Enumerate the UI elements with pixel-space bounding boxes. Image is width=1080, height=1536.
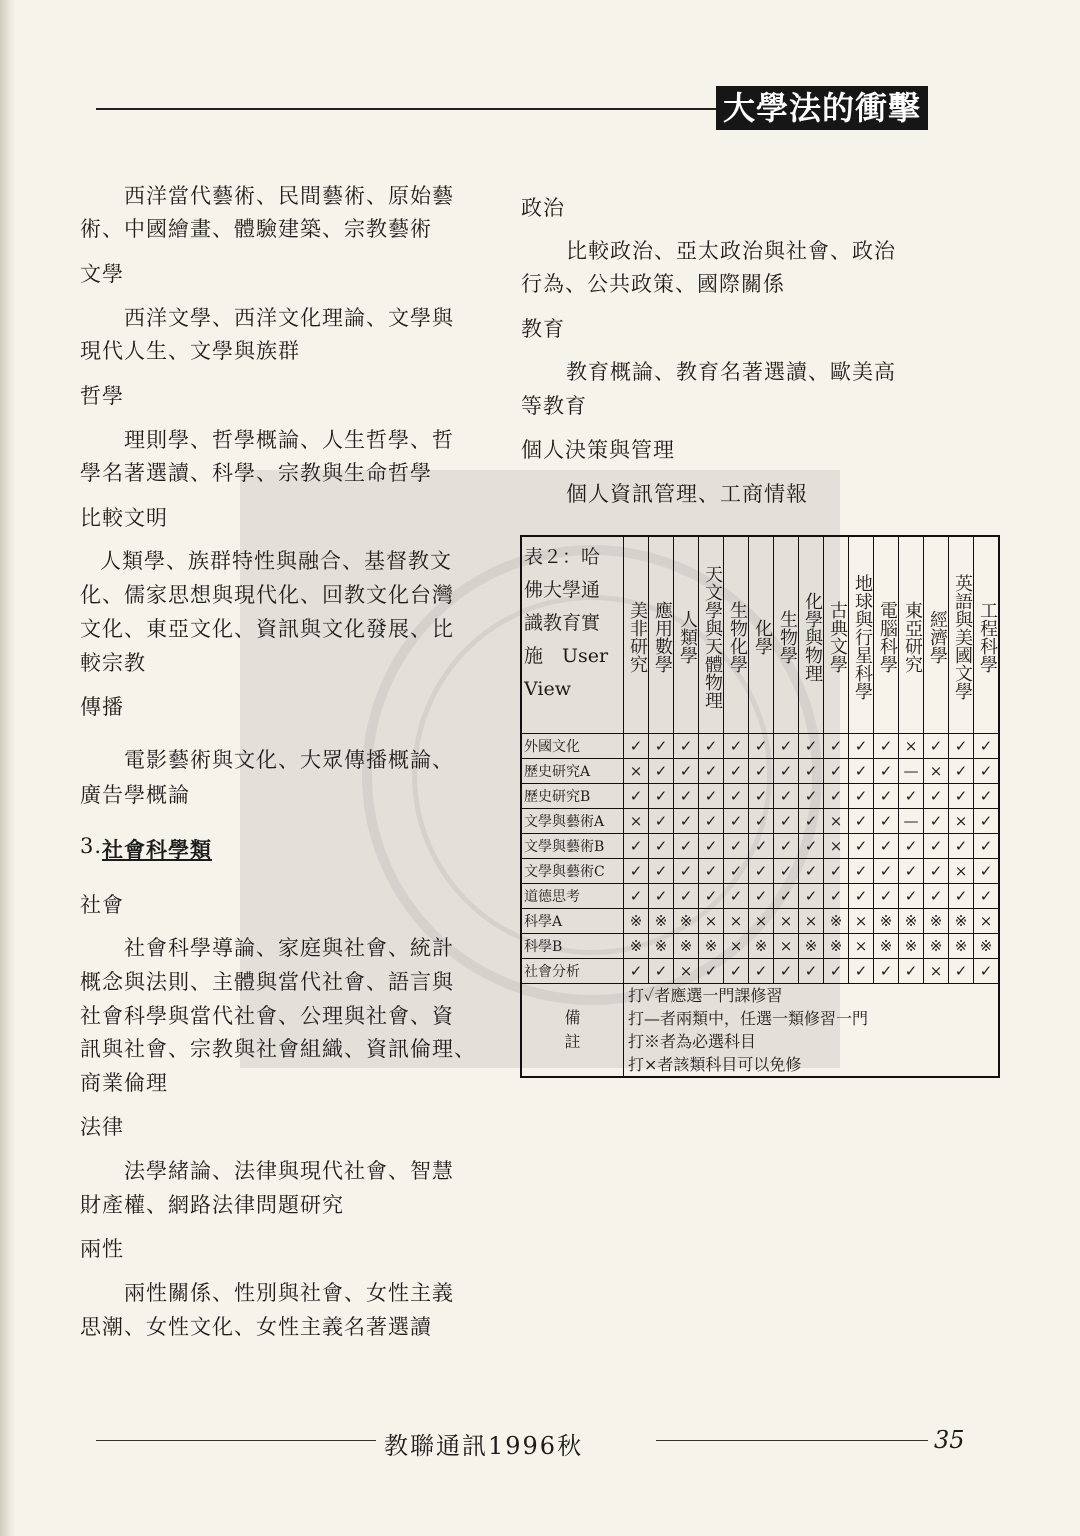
table-cell-mark: ✓ [899, 859, 924, 884]
column-header: 天文學與天體物理 [699, 536, 724, 734]
table-title-line: 佛大學通 [524, 579, 601, 601]
table-cell-mark: ✓ [974, 734, 1000, 759]
page-spine-shadow [0, 0, 16, 1536]
table-row [521, 934, 999, 959]
table-header-row [521, 536, 999, 734]
table-cell-mark: × [674, 959, 699, 984]
table-cell-mark: ✓ [774, 834, 799, 859]
column-header: 電腦科學 [874, 536, 899, 734]
subject-heading: 哲學 [80, 384, 124, 408]
table-cell-mark: × [974, 909, 1000, 934]
table-cell-mark: ✓ [874, 809, 899, 834]
table-row [521, 834, 999, 859]
table-cell-mark: × [899, 734, 924, 759]
table-cell-mark: × [624, 759, 649, 784]
table-cell-mark: × [724, 934, 749, 959]
table-cell-mark: ✓ [624, 884, 649, 909]
table-cell-mark: ✓ [674, 884, 699, 909]
body-line: 商業倫理 [80, 1071, 168, 1095]
table-cell-mark: ✓ [824, 959, 849, 984]
body-line: 社會科學與當代社會、公理與社會、資 [80, 1004, 454, 1028]
body-line: 個人資訊管理、工商情報 [566, 482, 808, 506]
harvard-gened-table [520, 535, 1000, 1078]
table-title-line: 施 User [524, 645, 609, 667]
table-cell-mark: ✓ [674, 859, 699, 884]
table-cell-mark: ✓ [624, 834, 649, 859]
table-cell-mark: × [724, 909, 749, 934]
table-cell-mark: ✓ [674, 784, 699, 809]
table-cell-mark: ✓ [749, 784, 774, 809]
table-cell-mark: ✓ [924, 859, 949, 884]
table-cell-mark: ✓ [799, 884, 824, 909]
table-cell-mark: ✓ [899, 959, 924, 984]
table-cell-mark: ✓ [824, 884, 849, 909]
table-cell-mark: ✓ [824, 759, 849, 784]
table-cell-mark: ✓ [774, 884, 799, 909]
table-cell-mark: ✓ [699, 884, 724, 909]
body-line: 人類學、族群特性與融合、基督教文 [100, 549, 452, 573]
body-line: 西洋文學、西洋文化理論、文學與 [124, 306, 454, 330]
subject-heading: 教育 [521, 317, 565, 341]
page-number: 35 [934, 1426, 965, 1454]
table-cell-mark: ※ [799, 934, 824, 959]
table-cell-mark: ✓ [899, 834, 924, 859]
table-title [521, 536, 624, 734]
body-line: 概念與法則、主體與當代社會、語言與 [80, 970, 454, 994]
table-cell-mark: × [824, 834, 849, 859]
row-label: 歷史研究A [521, 759, 624, 784]
notes-label-char: 註 [564, 1032, 581, 1051]
column-header: 美非研究 [624, 536, 649, 734]
row-label: 外國文化 [521, 734, 624, 759]
table-cell-mark: ✓ [749, 884, 774, 909]
table-cell-mark: ✓ [724, 884, 749, 909]
body-line: 思潮、女性文化、女性主義名著選讀 [80, 1315, 432, 1339]
table-cell-mark: ✓ [924, 734, 949, 759]
subject-heading: 傳播 [80, 695, 124, 719]
table-cell-mark: × [774, 934, 799, 959]
column-header: 應用數學 [649, 536, 674, 734]
table-cell-mark: ✓ [974, 884, 1000, 909]
table-cell-mark: ✓ [874, 959, 899, 984]
table-cell-mark: ✓ [849, 859, 874, 884]
section-title-banner: 大學法的衝擊 [716, 86, 928, 130]
column-header: 化學 [749, 536, 774, 734]
table-cell-mark: ✓ [774, 859, 799, 884]
table-cell-mark: ✓ [849, 959, 874, 984]
table-row [521, 734, 999, 759]
table-cell-mark: × [824, 809, 849, 834]
table-cell-mark: ※ [824, 934, 849, 959]
table-cell-mark: ✓ [799, 859, 824, 884]
table-cell-mark: ※ [674, 909, 699, 934]
column-header: 生物學 [774, 536, 799, 734]
table-cell-mark: ✓ [724, 784, 749, 809]
table-cell-mark: ※ [699, 934, 724, 959]
table-cell-mark: ✓ [649, 884, 674, 909]
table-cell-mark: ✓ [749, 809, 774, 834]
body-line: 廣告學概論 [80, 783, 190, 807]
row-label: 文學與藝術A [521, 809, 624, 834]
body-line: 較宗教 [80, 651, 146, 675]
table-cell-mark: ✓ [724, 734, 749, 759]
table-cell-mark: ✓ [699, 834, 724, 859]
footer-rule-left [96, 1440, 376, 1441]
table-notes-row [521, 984, 999, 1078]
table-row [521, 859, 999, 884]
body-line: 理則學、哲學概論、人生哲學、哲 [124, 428, 454, 452]
notes-label-char: 備 [564, 1008, 581, 1027]
table-cell-mark: ✓ [974, 859, 1000, 884]
table-cell-mark: ✓ [924, 884, 949, 909]
column-header: 英語與美國文學 [949, 536, 974, 734]
note-line: 打×者該類科目可以免修 [628, 1055, 802, 1074]
body-line: 社會科學導論、家庭與社會、統計 [124, 936, 454, 960]
table-cell-mark: ✓ [624, 784, 649, 809]
body-line: 訊與社會、宗教與社會組織、資訊倫理、 [80, 1037, 476, 1061]
table-cell-mark: ✓ [699, 809, 724, 834]
table-cell-mark: × [949, 859, 974, 884]
table-cell-mark: ✓ [699, 959, 724, 984]
table-title-line: 表２：哈 [524, 546, 601, 568]
section-number: 3. [80, 834, 103, 858]
table-cell-mark: ✓ [974, 809, 1000, 834]
row-label: 文學與藝術C [521, 859, 624, 884]
table-cell-mark: ✓ [774, 959, 799, 984]
row-label: 文學與藝術B [521, 834, 624, 859]
table-title-line: View [524, 678, 571, 700]
table-cell-mark: ✓ [649, 959, 674, 984]
body-line: 行為、公共政策、國際關係 [521, 272, 785, 296]
table-cell-mark: ✓ [774, 734, 799, 759]
table-cell-mark: ✓ [974, 959, 1000, 984]
table-cell-mark: ✓ [724, 834, 749, 859]
subject-heading: 政治 [521, 196, 565, 220]
subject-heading: 法律 [80, 1115, 124, 1139]
table-cell-mark: ※ [624, 909, 649, 934]
table-cell-mark: ✓ [874, 834, 899, 859]
table-cell-mark: ✓ [874, 784, 899, 809]
row-label: 科學A [521, 909, 624, 934]
table-cell-mark: ✓ [824, 734, 849, 759]
table-cell-mark: ✓ [874, 734, 899, 759]
table-title-line: 識教育實 [524, 612, 601, 634]
subject-heading: 比較文明 [80, 506, 168, 530]
table-cell-mark: ✓ [849, 809, 874, 834]
table-cell-mark: ※ [924, 934, 949, 959]
table-cell-mark: ✓ [724, 759, 749, 784]
body-line: 教育概論、教育名著選讀、歐美高 [566, 360, 896, 384]
table-body [521, 734, 999, 984]
header-rule [96, 108, 720, 110]
column-header: 經濟學 [924, 536, 949, 734]
table-cell-mark: ✓ [974, 759, 1000, 784]
table-cell-mark: ✓ [799, 759, 824, 784]
table-cell-mark: ※ [974, 934, 1000, 959]
table-cell-mark: ※ [749, 934, 774, 959]
table-row [521, 959, 999, 984]
table-cell-mark: ✓ [749, 734, 774, 759]
table-cell-mark: ✓ [674, 734, 699, 759]
row-label: 科學B [521, 934, 624, 959]
body-line: 等教育 [521, 394, 587, 418]
table-cell-mark: — [899, 759, 924, 784]
table-cell-mark: ✓ [699, 759, 724, 784]
table-cell-mark: ✓ [974, 784, 1000, 809]
table-row [521, 759, 999, 784]
table-cell-mark: ※ [949, 909, 974, 934]
table-cell-mark: ✓ [724, 859, 749, 884]
row-label: 道德思考 [521, 884, 624, 909]
table-cell-mark: ✓ [949, 734, 974, 759]
table-cell-mark: ✓ [924, 809, 949, 834]
table-cell-mark: ✓ [874, 859, 899, 884]
table-cell-mark: ✓ [849, 734, 874, 759]
table-row [521, 784, 999, 809]
table-cell-mark: ✓ [674, 759, 699, 784]
notes-text [624, 984, 1000, 1078]
table-cell-mark: × [699, 909, 724, 934]
table-cell-mark: ✓ [649, 859, 674, 884]
table-cell-mark: ✓ [799, 834, 824, 859]
table-cell-mark: ✓ [849, 884, 874, 909]
column-header: 東亞研究 [899, 536, 924, 734]
table-cell-mark: ※ [874, 909, 899, 934]
row-label: 歷史研究B [521, 784, 624, 809]
table-cell-mark: × [924, 959, 949, 984]
table-cell-mark: ✓ [749, 759, 774, 784]
body-line: 化、儒家思想與現代化、回教文化台灣 [80, 583, 454, 607]
table-cell-mark: ✓ [674, 809, 699, 834]
table-row [521, 909, 999, 934]
body-line: 文化、東亞文化、資訊與文化發展、比 [80, 617, 454, 641]
table-cell-mark: ✓ [649, 809, 674, 834]
table-cell-mark: × [749, 909, 774, 934]
table-cell-mark: × [774, 909, 799, 934]
table-cell-mark: ✓ [924, 784, 949, 809]
table-cell-mark: ✓ [824, 859, 849, 884]
table-cell-mark: ✓ [724, 959, 749, 984]
table-cell-mark: ✓ [699, 784, 724, 809]
table-cell-mark: ✓ [774, 784, 799, 809]
table-cell-mark: ✓ [799, 809, 824, 834]
table-cell-mark: ✓ [774, 809, 799, 834]
body-line: 術、中國繪畫、體驗建築、宗教藝術 [80, 217, 432, 241]
table-cell-mark: ※ [674, 934, 699, 959]
note-line: 打✓者應選一門課修習 [628, 986, 783, 1005]
journal-name: 教聯通訊1996秋 [384, 1432, 584, 1460]
table-cell-mark: ✓ [649, 759, 674, 784]
table-cell-mark: ✓ [799, 784, 824, 809]
table-cell-mark: ※ [899, 909, 924, 934]
table-cell-mark: ✓ [974, 834, 1000, 859]
table-cell-mark: ✓ [949, 834, 974, 859]
table-cell-mark: ✓ [824, 784, 849, 809]
table-cell-mark: ✓ [749, 859, 774, 884]
table-cell-mark: × [924, 759, 949, 784]
notes-label [521, 984, 624, 1078]
table-cell-mark: × [624, 809, 649, 834]
table-cell-mark: × [849, 909, 874, 934]
body-line: 財產權、網路法律問題研究 [80, 1193, 344, 1217]
table-cell-mark: ✓ [899, 784, 924, 809]
table-cell-mark: ※ [949, 934, 974, 959]
table-cell-mark: ✓ [624, 959, 649, 984]
subject-heading: 兩性 [80, 1237, 124, 1261]
subject-heading: 文學 [80, 262, 124, 286]
table-cell-mark: ※ [624, 934, 649, 959]
table-cell-mark: ✓ [624, 859, 649, 884]
body-line: 西洋當代藝術、民間藝術、原始藝 [124, 184, 454, 208]
column-header: 古典文學 [824, 536, 849, 734]
table-cell-mark: ✓ [874, 884, 899, 909]
table-cell-mark: ✓ [649, 784, 674, 809]
table-cell-mark: × [849, 934, 874, 959]
table-cell-mark: ✓ [949, 784, 974, 809]
body-line: 學名著選讀、科學、宗教與生命哲學 [80, 461, 432, 485]
table-row [521, 809, 999, 834]
table-cell-mark: ✓ [949, 959, 974, 984]
table-cell-mark: ✓ [949, 759, 974, 784]
table-cell-mark: ✓ [774, 759, 799, 784]
column-header: 地球與行星科學 [849, 536, 874, 734]
table-cell-mark: ✓ [699, 734, 724, 759]
table-cell-mark: ✓ [899, 884, 924, 909]
table-cell-mark: ※ [824, 909, 849, 934]
note-line: 打—者兩類中，任選一類修習一門 [628, 1009, 869, 1028]
table-cell-mark: × [799, 909, 824, 934]
subject-heading: 社會 [80, 893, 124, 917]
table-cell-mark: ※ [874, 934, 899, 959]
table-row [521, 884, 999, 909]
table-cell-mark: ✓ [949, 884, 974, 909]
column-header: 生物化學 [724, 536, 749, 734]
table-cell-mark: ✓ [699, 859, 724, 884]
table-cell-mark: ※ [649, 909, 674, 934]
table-cell-mark: ✓ [849, 759, 874, 784]
table-cell-mark: ✓ [649, 734, 674, 759]
note-line: 打※者為必選科目 [628, 1032, 757, 1051]
table-cell-mark: ✓ [624, 734, 649, 759]
column-header: 工程科學 [974, 536, 1000, 734]
column-header: 化學與物理 [799, 536, 824, 734]
table-cell-mark: ✓ [924, 834, 949, 859]
body-line: 法學緒論、法律與現代社會、智慧 [124, 1159, 454, 1183]
table-cell-mark: ✓ [874, 759, 899, 784]
table-cell-mark: ※ [649, 934, 674, 959]
body-line: 兩性關係、性別與社會、女性主義 [124, 1281, 454, 1305]
column-header: 人類學 [674, 536, 699, 734]
table-cell-mark: ✓ [724, 809, 749, 834]
table-cell-mark: ✓ [849, 784, 874, 809]
table-cell-mark: ✓ [799, 959, 824, 984]
subject-heading: 個人決策與管理 [521, 438, 675, 462]
footer-rule-right [656, 1440, 928, 1441]
body-line: 現代人生、文學與族群 [80, 339, 300, 363]
table-cell-mark: ※ [924, 909, 949, 934]
body-line: 比較政治、亞太政治與社會、政治 [566, 239, 896, 263]
body-line: 電影藝術與文化、大眾傳播概論、 [124, 748, 454, 772]
table-cell-mark: ✓ [849, 834, 874, 859]
row-label: 社會分析 [521, 959, 624, 984]
table-cell-mark: × [949, 809, 974, 834]
section-heading: 社會科學類 [102, 837, 212, 862]
table-cell-mark: ✓ [649, 834, 674, 859]
table-cell-mark: ✓ [799, 734, 824, 759]
table-cell-mark: — [899, 809, 924, 834]
table-cell-mark: ✓ [674, 834, 699, 859]
table-cell-mark: ✓ [749, 959, 774, 984]
table-cell-mark: ✓ [749, 834, 774, 859]
table-cell-mark: ※ [899, 934, 924, 959]
